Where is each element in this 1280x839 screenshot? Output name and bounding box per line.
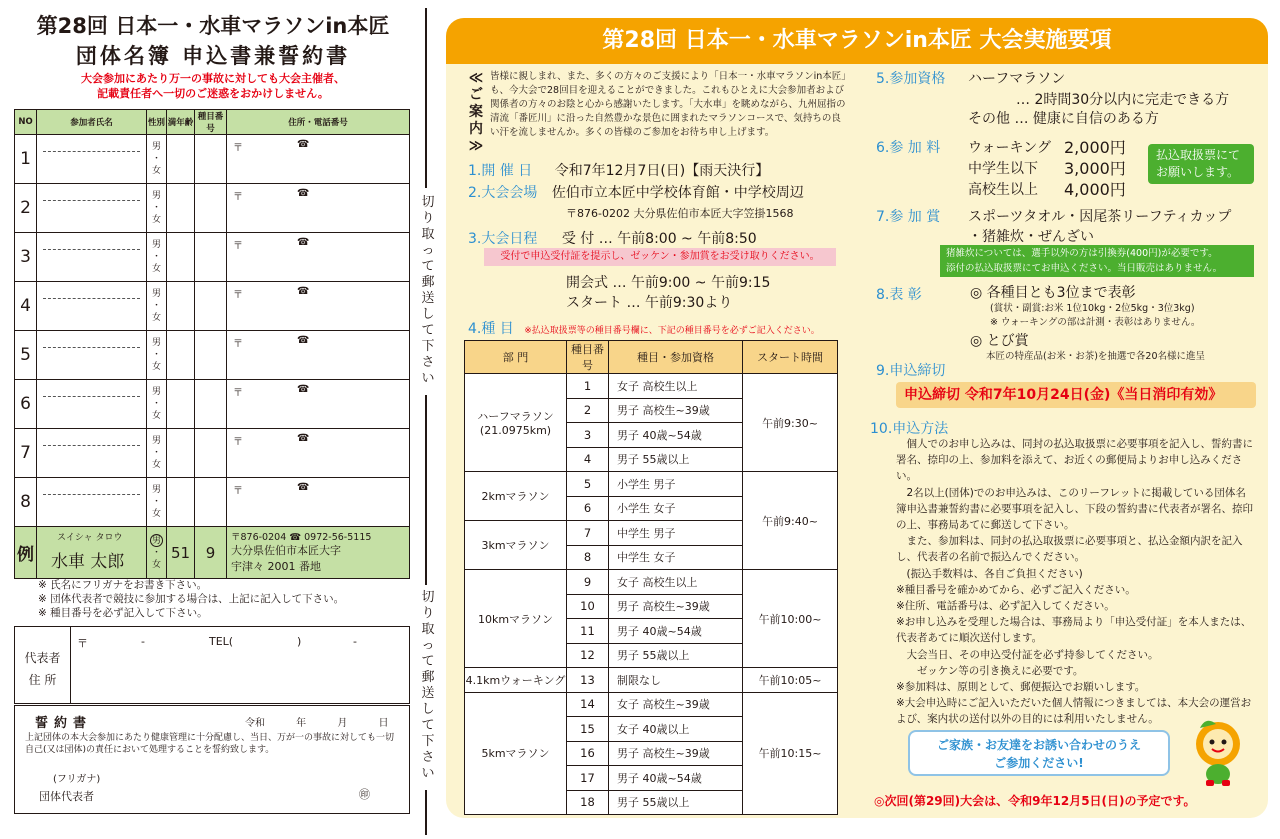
event-kind: 中学生 女子: [609, 545, 743, 570]
sex-male: 男: [151, 240, 161, 250]
name-field[interactable]: [37, 429, 147, 478]
phone-icon: ☎: [297, 433, 310, 444]
fee-senior-label: 高校生以上: [968, 182, 1038, 198]
sex-dot: ・: [151, 350, 161, 360]
rep-postal-dash: -: [141, 635, 145, 648]
annai-heading: ≪ご案内≫: [468, 70, 484, 154]
event-number: 3: [567, 423, 609, 448]
sex-dot: ・: [151, 448, 161, 458]
schedule-start: スタート … 午前9:30より: [566, 295, 733, 311]
category-field[interactable]: [195, 184, 227, 233]
method-paragraph: ※住所、電話番号は、必ず記入してください。: [896, 600, 1115, 613]
sex-dot: ・: [151, 399, 161, 409]
category-field[interactable]: [195, 282, 227, 331]
event-kind: 男子 40歳~54歳: [609, 423, 743, 448]
phone-icon: ☎: [297, 286, 310, 297]
section-value: 受 付 … 午前8:00 ~ 午前8:50: [561, 231, 757, 247]
cut-line: [425, 790, 427, 835]
section-events: [468, 318, 820, 338]
event-kind: 制限なし: [609, 668, 743, 693]
fee-walking-value: 2,000円: [1064, 138, 1126, 157]
example-address-2: 大分県佐伯市本匠大字: [231, 544, 341, 557]
event-row: [465, 692, 838, 717]
sex-field[interactable]: [147, 233, 167, 282]
roster-row: [15, 184, 410, 233]
event-kind: 小学生 男子: [609, 472, 743, 497]
section-label: 2.大会会場: [468, 185, 538, 201]
section-label: 5.参加資格: [876, 71, 946, 87]
gift-note-line: 添付の払込取扱票にてお申込ください。当日販売はありません。: [946, 263, 1223, 274]
pledge-furigana: (フリガナ): [53, 774, 101, 785]
age-field[interactable]: [167, 282, 195, 331]
sex-field[interactable]: [147, 380, 167, 429]
postal-mark: 〒: [233, 388, 243, 399]
age-field[interactable]: [167, 380, 195, 429]
events-table: [464, 340, 838, 815]
gift-line-2: ・猪雑炊・ぜんざい: [968, 229, 1094, 245]
event-start-time: 午前9:40~: [743, 472, 838, 570]
section-label: 3.大会日程: [468, 231, 538, 247]
row-number: 4: [15, 282, 37, 331]
example-address-1: 〒876-0204 ☎ 0972-56-5115: [231, 532, 372, 543]
sex-field[interactable]: [147, 184, 167, 233]
rep-label-line1: 代表者: [24, 651, 61, 665]
sex-female: 女: [151, 560, 161, 570]
phone-icon: ☎: [297, 384, 310, 395]
sex-dot: ・: [151, 548, 161, 558]
roster-row: [15, 478, 410, 527]
sex-female: 女: [151, 362, 161, 372]
phone-icon: ☎: [297, 188, 310, 199]
category-field[interactable]: [195, 478, 227, 527]
method-paragraph: 個人でのお申し込みは、同封の払込取扱票に必要事項を記入し、誓約書に署名、捺印の上、参加料を添えて、お近くの郵便局よりお申し込みください。: [896, 438, 1253, 483]
section-label: 9.申込締切: [876, 363, 946, 379]
sex-dot: ・: [151, 301, 161, 311]
fee-junior-label: 中学生以下: [968, 161, 1038, 177]
eligibility-half: ハーフマラソン: [968, 71, 1066, 87]
section-label: 6.参 加 料: [876, 140, 941, 156]
header-no: NO: [15, 110, 37, 135]
example-sex-male: 男: [151, 536, 161, 546]
event-kind: 中学生 男子: [609, 521, 743, 546]
method-paragraph: ※大会申込時にご記入いただいた個人情報につきましては、本大会の運営および、案内状の送付以外の目的には利用いたしません。: [896, 697, 1252, 726]
phone-icon: ☎: [297, 482, 310, 493]
roster-notes: [38, 578, 344, 620]
rep-tel-field[interactable]: TEL(: [209, 635, 234, 648]
example-address-3: 宇津々 2001 番地: [231, 560, 321, 573]
event-number: 1: [567, 374, 609, 399]
example-sex: [147, 527, 167, 579]
example-category: 9: [195, 527, 227, 579]
pledge-title: 誓約書: [35, 716, 93, 731]
header-address: 住所・電話番号: [227, 110, 410, 135]
phone-icon: ☎: [297, 335, 310, 346]
method-paragraph: ゼッケン等の引き換えに必要です。: [917, 664, 1084, 677]
pledge-box: [14, 705, 410, 814]
section-label: 8.表 彰: [876, 287, 922, 303]
sex-field[interactable]: [147, 478, 167, 527]
roster-row: [15, 429, 410, 478]
event-kind: 男子 55歳以上: [609, 643, 743, 668]
name-field[interactable]: [37, 282, 147, 331]
event-number: 9: [567, 570, 609, 595]
header-name: 参加者氏名: [37, 110, 147, 135]
pledge-date-field[interactable]: 令和 年 月 日: [245, 718, 389, 729]
section-date: [468, 160, 769, 180]
name-field[interactable]: [37, 331, 147, 380]
sex-field[interactable]: [147, 282, 167, 331]
event-kind: 男子 55歳以上: [609, 447, 743, 472]
sex-female: 女: [151, 166, 161, 176]
sex-dot: ・: [151, 203, 161, 213]
row-number: 3: [15, 233, 37, 282]
award-lucky-detail: 本匠の特産品(お米・お茶)を抽選で各20名様に進呈: [986, 351, 1206, 362]
event-division: [465, 472, 567, 521]
note-line: ※ 団体代表者で競技に参加する場合は、上記に記入して下さい。: [38, 593, 345, 605]
section-venue: [468, 182, 804, 202]
eligibility-other: その他 … 健康に自信のある方: [968, 111, 1159, 127]
method-paragraph: また、参加料は、同封の払込取扱票に必要事項と、払込金額内訳を記入し、代表者の名前で振込んでください。: [896, 535, 1243, 564]
gift-note: [940, 245, 1254, 277]
section-label: 1.開 催 日: [468, 163, 533, 179]
event-number: 7: [567, 521, 609, 546]
event-number: 6: [567, 496, 609, 521]
row-number: 1: [15, 135, 37, 184]
note-line: ※ 氏名にフリガナをお書き下さい。: [38, 579, 208, 591]
sex-male: 男: [151, 387, 161, 397]
event-number: 18: [567, 790, 609, 815]
fee-walking-label: ウォーキング: [968, 140, 1052, 156]
event-kind: 男子 40歳~54歳: [609, 766, 743, 791]
address-field[interactable]: [227, 429, 410, 478]
section-label: 7.参 加 賞: [876, 209, 941, 225]
award-main: ◎ 各種目とも3位まで表彰: [970, 285, 1136, 301]
event-kind: 女子 40歳以上: [609, 717, 743, 742]
note-line: ※ 種目番号を必ず記入して下さい。: [38, 607, 208, 619]
row-number: 5: [15, 331, 37, 380]
age-field[interactable]: [167, 331, 195, 380]
division-name: 10kmマラソン: [477, 612, 554, 626]
section-value: 令和7年12月7日(日)【雨天決行】: [554, 163, 770, 179]
method-paragraph: (振込手数料は、各自ご負担ください): [906, 567, 1083, 580]
roster-table: [14, 109, 410, 579]
sex-female: 女: [151, 509, 161, 519]
event-division: [465, 668, 567, 693]
method-paragraph: 大会当日、その申込受付証を必ず持参してください。: [906, 648, 1159, 661]
gift-note-line: 猪雑炊については、選手以外の方は引換券(400円)が必要です。: [946, 248, 1218, 259]
event-number: 12: [567, 643, 609, 668]
address-field[interactable]: [227, 184, 410, 233]
postal-mark: 〒: [233, 192, 243, 203]
sex-male: 男: [151, 142, 161, 152]
seal-icon: ㊞: [359, 788, 370, 801]
header-category: 種目番号: [195, 110, 227, 135]
sex-female: 女: [151, 313, 161, 323]
sex-field[interactable]: [147, 135, 167, 184]
event-start-time: 午前10:05~: [743, 668, 838, 693]
event-row: [465, 570, 838, 595]
events-header: スタート時間: [743, 341, 838, 374]
address-field[interactable]: [227, 135, 410, 184]
event-number: 15: [567, 717, 609, 742]
postal-mark: 〒: [233, 143, 243, 154]
postal-mark: 〒: [233, 437, 243, 448]
name-field[interactable]: [37, 380, 147, 429]
event-kind: 小学生 女子: [609, 496, 743, 521]
category-field[interactable]: [195, 233, 227, 282]
award-lucky: ◎ とび賞: [970, 333, 1029, 349]
event-number: 10: [567, 594, 609, 619]
address-field[interactable]: [227, 331, 410, 380]
deadline-banner: 申込締切 令和7年10月24日(金)《当日消印有効》: [896, 382, 1256, 408]
cut-text-top: 切り取って郵送して下さい: [421, 195, 435, 386]
event-number: 5: [567, 472, 609, 497]
gift-line-1: スポーツタオル・因尾茶リーフティカップ: [968, 209, 1232, 225]
event-number: 4: [567, 447, 609, 472]
row-number: 7: [15, 429, 37, 478]
award-note: ※ ウォーキングの部は計測・表彰はありません。: [990, 317, 1201, 328]
postal-mark: 〒: [233, 339, 243, 350]
invite-bubble: [908, 730, 1170, 776]
representative-box: [14, 626, 410, 704]
example-furigana: スイシャ タロウ: [57, 533, 123, 543]
greeting-text: 皆様に親しまれ、また、多くの方々のご支援により「日本一・水車マラソンin本匠」も、今大会で28回目を迎えることができました。これもひとえに大会参加者および関係者の方々のお陰と心から感謝いたします。「大水車」を眺めながら、九州屈指の清流「番匠川」に沿った自然豊かな景色に囲まれたマラソンコースで、気持ちの良い汗を流しませんか。多くの皆様のご参加をお待ち申し上げます。: [490, 71, 846, 138]
fee-payment-note: 払込取扱票にてお願いします。: [1148, 144, 1254, 184]
sex-male: 男: [151, 338, 161, 348]
section-method-label: [870, 418, 948, 438]
cut-text-bottom: 切り取って郵送して下さい: [421, 590, 435, 781]
section-gift-label: [876, 206, 940, 226]
event-kind: 男子 55歳以上: [609, 790, 743, 815]
venue-address: 〒876-0202 大分県佐伯市本匠大字笠掛1568: [566, 207, 794, 220]
event-number: 16: [567, 741, 609, 766]
address-field[interactable]: [227, 282, 410, 331]
roster-row: [15, 233, 410, 282]
sex-male: 男: [151, 289, 161, 299]
roster-row: [15, 380, 410, 429]
rep-postal-field[interactable]: 〒: [77, 637, 88, 650]
event-row: [465, 374, 838, 399]
name-field[interactable]: [37, 478, 147, 527]
rep-tel-dash: -: [353, 635, 357, 648]
name-field[interactable]: [37, 135, 147, 184]
cut-line: [425, 395, 427, 585]
section-label: 10.申込方法: [870, 421, 949, 437]
event-row: [465, 472, 838, 497]
name-field[interactable]: [37, 233, 147, 282]
rep-label-line2: 住 所: [28, 673, 57, 687]
age-field[interactable]: [167, 135, 195, 184]
age-field[interactable]: [167, 184, 195, 233]
address-field[interactable]: [227, 233, 410, 282]
phone-icon: ☎: [297, 237, 310, 248]
event-kind: 男子 高校生~39歳: [609, 741, 743, 766]
postal-mark: 〒: [233, 290, 243, 301]
event-division: [465, 521, 567, 570]
invite-line-2: ご参加ください!: [994, 756, 1084, 770]
roster-row: [15, 135, 410, 184]
method-paragraph: ※参加料は、原則として、郵便振込でお願いします。: [896, 681, 1146, 694]
section-label: 4.種 目: [468, 321, 514, 337]
guidelines-banner: 第28回 日本一・水車マラソンin本匠 大会実施要項: [446, 18, 1268, 64]
example-address: [227, 527, 410, 579]
event-number: 11: [567, 619, 609, 644]
warning-line-2: 記載責任者へ一切のご迷惑をおかけしません。: [97, 87, 329, 100]
row-number: 8: [15, 478, 37, 527]
event-start-time: 午前10:00~: [743, 570, 838, 668]
mascot-icon: [1180, 714, 1256, 786]
method-paragraph: ※種目番号を確かめてから、必ずご記入ください。: [896, 583, 1136, 596]
division-name: 4.1kmウォーキング: [465, 673, 566, 687]
example-name: [37, 527, 147, 579]
address-field[interactable]: [227, 380, 410, 429]
event-kind: 男子 高校生~39歳: [609, 398, 743, 423]
rep-tel-paren: ): [297, 635, 302, 648]
roster-row: [15, 331, 410, 380]
event-kind: 女子 高校生以上: [609, 374, 743, 399]
sex-male: 男: [151, 485, 161, 495]
row-number: 6: [15, 380, 37, 429]
category-field[interactable]: [195, 380, 227, 429]
division-name: 5kmマラソン: [481, 747, 550, 761]
example-name-text: 水車 太郎: [51, 552, 125, 572]
postal-mark: 〒: [233, 241, 243, 252]
category-field[interactable]: [195, 135, 227, 184]
section-schedule: [468, 228, 757, 248]
age-field[interactable]: [167, 233, 195, 282]
eligibility-half-detail: … 2時間30分以内に完走できる方: [1016, 92, 1230, 108]
header-sex: 性別: [147, 110, 167, 135]
event-division: [465, 570, 567, 668]
form-subtitle: 団体名簿 申込書兼誓約書: [75, 44, 351, 68]
division-distance: (21.0975km): [479, 424, 552, 437]
sex-dot: ・: [151, 497, 161, 507]
event-division: [465, 692, 567, 815]
schedule-note: 受付で申込受付証を提示し、ゼッケン・参加賞をお受け取りください。: [484, 248, 836, 266]
events-header: 種目・参加資格: [609, 341, 743, 374]
invite-line-1: ご家族・お友達をお誘い合わせのうえ: [936, 738, 1141, 752]
event-kind: 男子 40歳~54歳: [609, 619, 743, 644]
pledge-text: 上記団体の本大会参加にあたり健康管理に十分配慮し、当日、万が一の事故に対しても一切自己(又は団体)の責任において処理することを誓約致します。: [25, 733, 395, 755]
age-field[interactable]: [167, 478, 195, 527]
category-field[interactable]: [195, 331, 227, 380]
event-number: 2: [567, 398, 609, 423]
header-age: 満年齢: [167, 110, 195, 135]
award-detail: (賞状・副賞:お米 1位10kg・2位5kg・3位3kg): [990, 303, 1195, 314]
section-eligibility-label: [876, 68, 945, 88]
events-note: ※払込取扱票等の種目番号欄に、下記の種目番号を必ずご記入ください。: [524, 326, 820, 336]
address-field[interactable]: [227, 478, 410, 527]
division-name: 3kmマラソン: [481, 539, 550, 552]
event-number: 14: [567, 692, 609, 717]
sex-female: 女: [151, 215, 161, 225]
event-kind: 女子 高校生以上: [609, 570, 743, 595]
roster-example-row: [15, 527, 410, 579]
event-start-time: 午前10:15~: [743, 692, 838, 815]
phone-icon: ☎: [297, 139, 310, 150]
section-value: 佐伯市立本匠中学校体育館・中学校周辺: [551, 185, 804, 201]
method-paragraph: ※お申し込みを受理した場合は、事務局より「申込受付証」を本人または、代表者あてに順次送付します。: [896, 616, 1252, 645]
sex-field[interactable]: [147, 429, 167, 478]
sex-male: 男: [151, 191, 161, 201]
sex-field[interactable]: [147, 331, 167, 380]
event-row: [465, 668, 838, 693]
fee-senior-value: 4,000円: [1064, 180, 1126, 199]
event-number: 17: [567, 766, 609, 791]
event-number: 13: [567, 668, 609, 693]
sex-female: 女: [151, 264, 161, 274]
example-age: 51: [167, 527, 195, 579]
warning-line-1: 大会参加にあたり万一の事故に対しても大会主催者、: [81, 72, 345, 85]
sex-female: 女: [151, 411, 161, 421]
event-kind: 男子 高校生~39歳: [609, 594, 743, 619]
cut-line: [425, 8, 427, 188]
sex-male: 男: [151, 436, 161, 446]
event-start-time: 午前9:30~: [743, 374, 838, 472]
section-fee-label: [876, 137, 940, 157]
section-deadline-label: [876, 360, 945, 380]
representative-label: [15, 627, 71, 703]
next-event-notice: ◎次回(第29回)大会は、令和9年12月5日(日)の予定です。: [874, 794, 1196, 808]
event-number: 8: [567, 545, 609, 570]
event-kind: 女子 高校生~39歳: [609, 692, 743, 717]
postal-mark: 〒: [233, 486, 243, 497]
sex-dot: ・: [151, 154, 161, 164]
age-field[interactable]: [167, 429, 195, 478]
pledge-rep-label: 団体代表者: [39, 790, 94, 803]
fee-junior-value: 3,000円: [1064, 159, 1126, 178]
form-warning: [14, 71, 412, 101]
events-header: 部 門: [465, 341, 567, 374]
section-award-label: [876, 284, 922, 304]
event-division: [465, 374, 567, 472]
application-method: [896, 436, 1254, 728]
method-paragraph: 2名以上(団体)でのお申込みは、このリーフレットに掲載している団体名簿申込書兼誓約書に必要事項を記入し、下段の誓約書に代表者が署名、捺印の上、事務局あてに郵送して下さい。: [896, 486, 1253, 532]
sex-female: 女: [151, 460, 161, 470]
example-label: 例: [15, 527, 37, 579]
division-name: ハーフマラソン: [477, 410, 554, 423]
sex-dot: ・: [151, 252, 161, 262]
division-name: 2kmマラソン: [481, 490, 550, 503]
row-number: 2: [15, 184, 37, 233]
form-title: 第28回 日本一・水車マラソンin本匠: [36, 14, 390, 38]
roster-row: [15, 282, 410, 331]
events-header: 種目番号: [567, 341, 609, 374]
category-field[interactable]: [195, 429, 227, 478]
schedule-opening: 開会式 … 午前9:00 ~ 午前9:15: [566, 275, 771, 291]
name-field[interactable]: [37, 184, 147, 233]
